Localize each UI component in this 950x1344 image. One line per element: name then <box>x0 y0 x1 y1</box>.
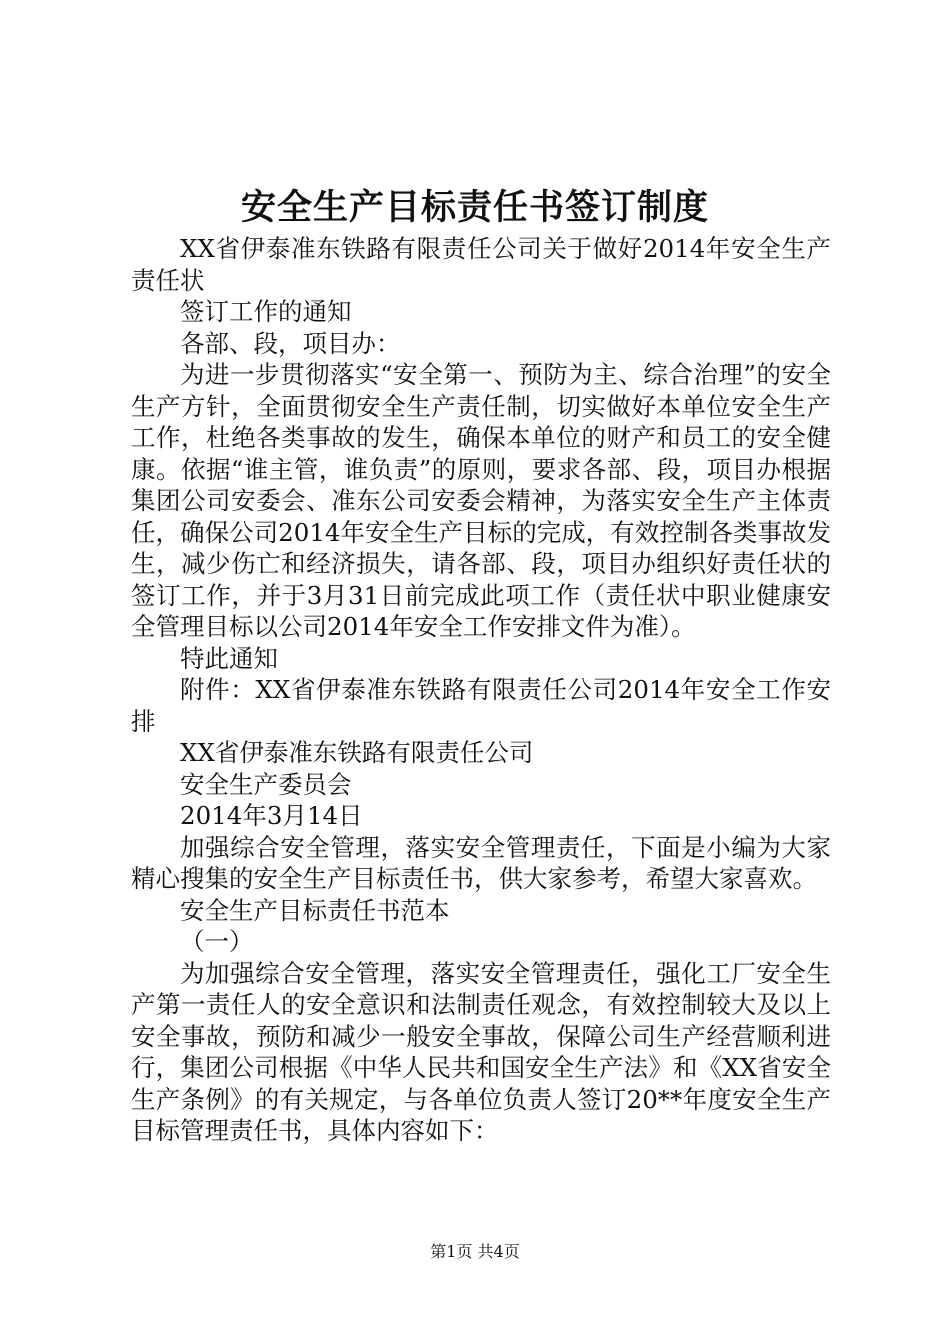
paragraph: XX省伊泰准东铁路有限责任公司关于做好2014年安全生产责任状 <box>131 234 831 295</box>
page-number-footer: 第1页 共4页 <box>430 1242 520 1261</box>
paragraph: XX省伊泰准东铁路有限责任公司 <box>180 738 534 767</box>
paragraph: 安全生产委员会 <box>180 769 352 799</box>
paragraph: 为加强综合安全管理，落实安全管理责任，强化工厂安全生产第一责任人的安全意识和法制责任观念，有效控制较大及以上安全事故，预防和减少一般安全事故，保障公司生产经营顺利进行，集团公司根据《中华人民共和国安全生产法》和《XX省安全生产条例》的有关规定，与各单位负责人签订20**年度安全生产目标管理责任书，具体内容如下： <box>131 958 831 1145</box>
paragraph: 签订工作的通知 <box>180 297 352 326</box>
paragraph: 安全生产目标责任书范本 <box>180 895 450 925</box>
paragraph: 为进一步贯彻落实“安全第一、预防为主、综合治理”的安全生产方针，全面贯彻安全生产责任制，切实做好本单位安全生产工作，杜绝各类事故的发生，确保本单位的财产和员工的安全健康。依据“谁主管，谁负责”的原则，要求各部、段，项目办根据集团公司安委会、准东公司安委会精神，为落实安全生产主体责任，确保公司2014年安全生产目标的完成，有效控制各类事故发生，减少伤亡和经济损失，请各部、段，项目办组织好责任状的签订工作，并于3月31日前完成此项工作（责任状中职业健康安全管理目标以公司2014年安全工作安排文件为准）。 <box>131 360 831 641</box>
paragraph: 各部、段，项目办： <box>180 328 401 358</box>
paragraph: 加强综合安全管理，落实安全管理责任，下面是小编为大家精心搜集的安全生产目标责任书，供大家参考，希望大家喜欢。 <box>131 832 831 893</box>
paragraph: 特此通知 <box>180 643 278 673</box>
document-body <box>131 233 831 1147</box>
paragraph: 2014年3月14日 <box>180 801 363 830</box>
paragraph: 附件：XX省伊泰准东铁路有限责任公司2014年安全工作安排 <box>131 675 831 736</box>
document-title: 安全生产目标责任书签订制度 <box>240 187 709 228</box>
paragraph: （一） <box>180 927 254 956</box>
